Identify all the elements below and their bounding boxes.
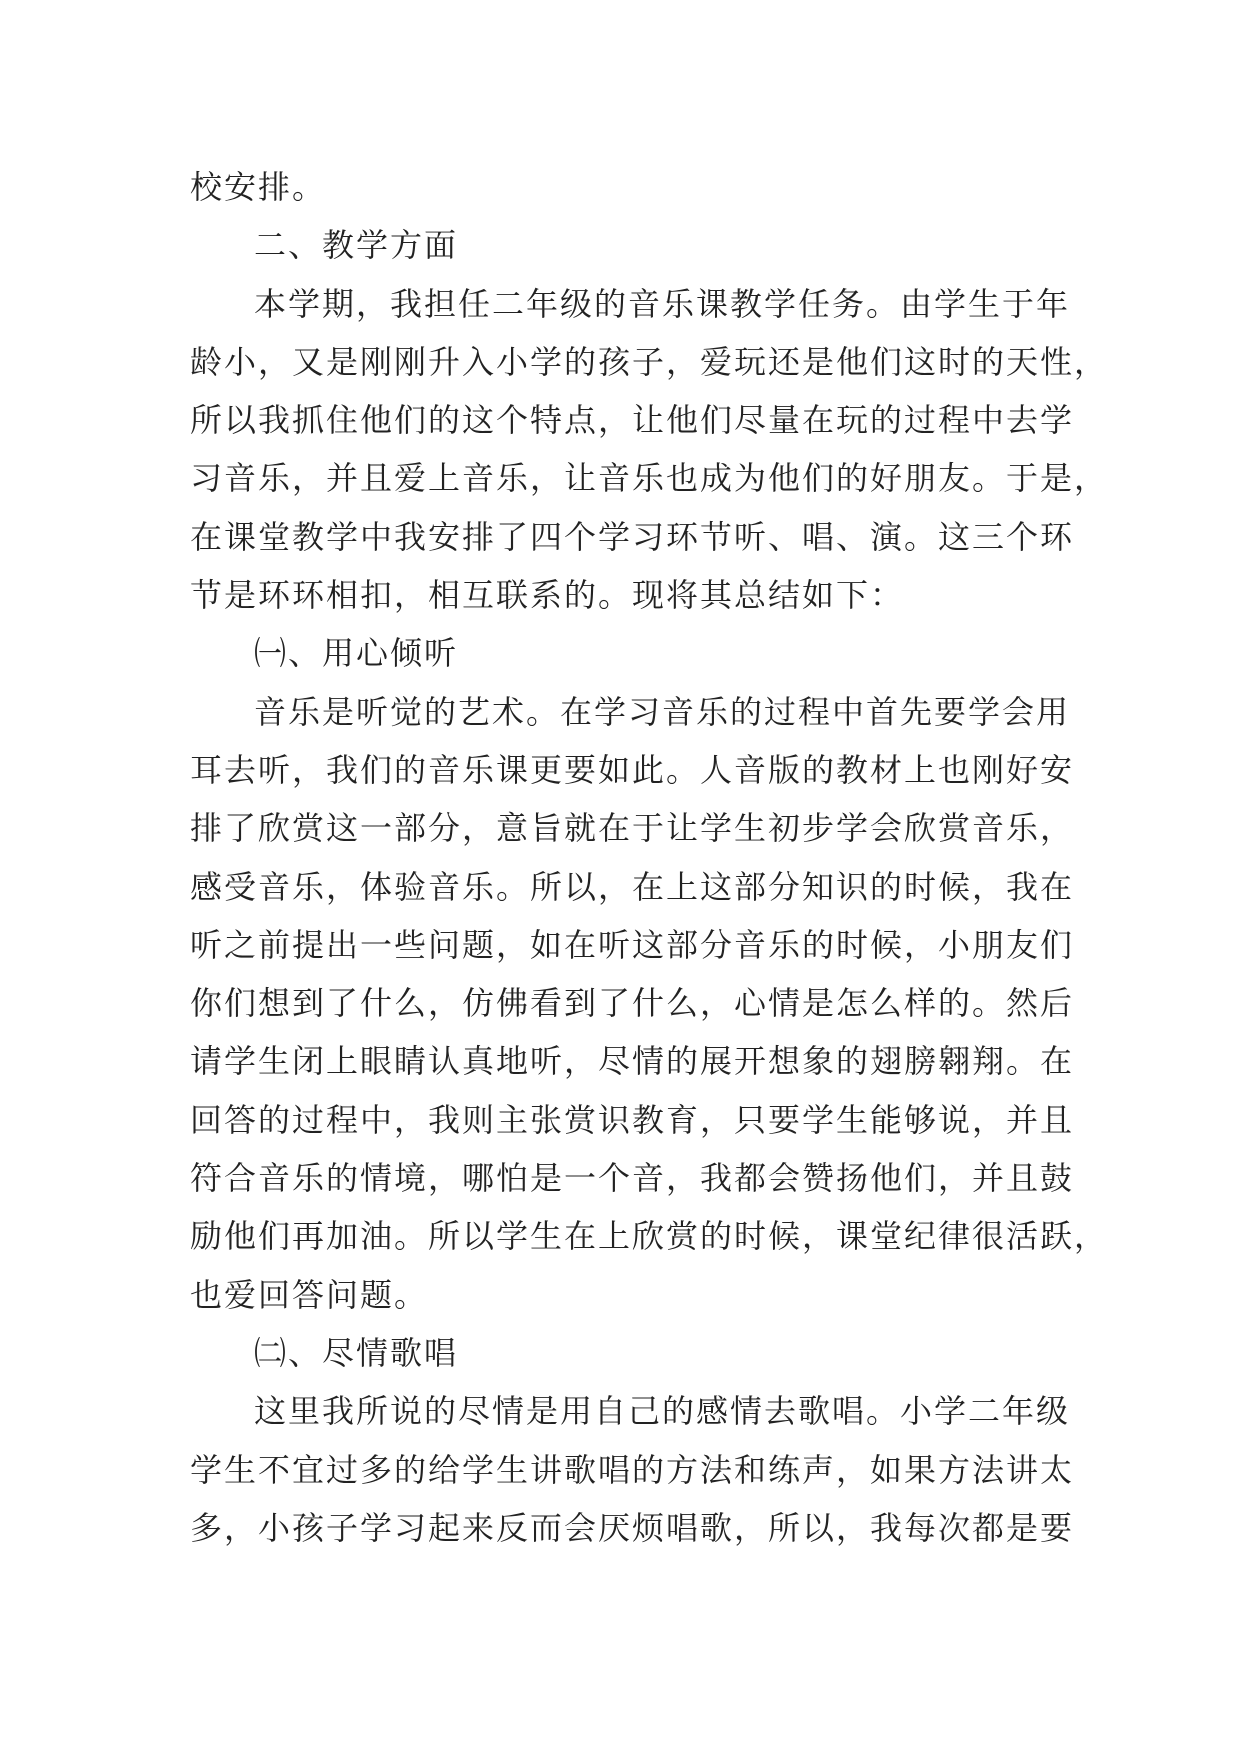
paragraph-line: 习音乐，并且爱上音乐，让音乐也成为他们的好朋友。于是，	[190, 459, 1109, 498]
document-body	[190, 158, 1109, 1557]
subsection-heading: ㈠、用心倾听	[254, 634, 459, 673]
paragraph-line: 励他们再加油。所以学生在上欣赏的时候，课堂纪律很活跃，	[190, 1217, 1109, 1256]
paragraph-line: 所以我抓住他们的这个特点，让他们尽量在玩的过程中去学	[190, 401, 1075, 440]
paragraph-line: 也爱回答问题。	[190, 1275, 429, 1314]
paragraph-line: 符合音乐的情境，哪怕是一个音，我都会赞扬他们，并且鼓	[190, 1159, 1075, 1198]
paragraph-line: 感受音乐，体验音乐。所以，在上这部分知识的时候，我在	[190, 867, 1075, 906]
section-heading: 二、教学方面	[254, 226, 459, 265]
paragraph-line: 回答的过程中，我则主张赏识教育，只要学生能够说，并且	[190, 1100, 1075, 1139]
subsection-heading: ㈡、尽情歌唱	[254, 1333, 459, 1372]
paragraph-line: 请学生闭上眼睛认真地听，尽情的展开想象的翅膀翱翔。在	[190, 1042, 1075, 1081]
paragraph-line: 本学期，我担任二年级的音乐课教学任务。由学生于年	[254, 284, 1071, 323]
paragraph-line: 听之前提出一些问题，如在听这部分音乐的时候，小朋友们	[190, 925, 1075, 964]
paragraph-line: 你们想到了什么，仿佛看到了什么，心情是怎么样的。然后	[190, 984, 1075, 1023]
paragraph-line: 在课堂教学中我安排了四个学习环节听、唱、演。这三个环	[190, 517, 1075, 556]
paragraph-line: 龄小，又是刚刚升入小学的孩子，爱玩还是他们这时的天性，	[190, 342, 1109, 381]
paragraph-line: 音乐是听觉的艺术。在学习音乐的过程中首先要学会用	[254, 692, 1071, 731]
paragraph-line: 这里我所说的尽情是用自己的感情去歌唱。小学二年级	[254, 1392, 1071, 1431]
paragraph-line: 学生不宜过多的给学生讲歌唱的方法和练声，如果方法讲太	[190, 1450, 1075, 1489]
paragraph-line: 耳去听，我们的音乐课更要如此。人音版的教材上也刚好安	[190, 750, 1075, 789]
paragraph-line: 校安排。	[190, 168, 327, 206]
paragraph-line: 节是环环相扣，相互联系的。现将其总结如下：	[190, 576, 905, 615]
paragraph-line: 排了欣赏这一部分，意旨就在于让学生初步学会欣赏音乐，	[190, 809, 1075, 848]
paragraph-line: 多，小孩子学习起来反而会厌烦唱歌，所以，我每次都是要	[190, 1508, 1075, 1547]
